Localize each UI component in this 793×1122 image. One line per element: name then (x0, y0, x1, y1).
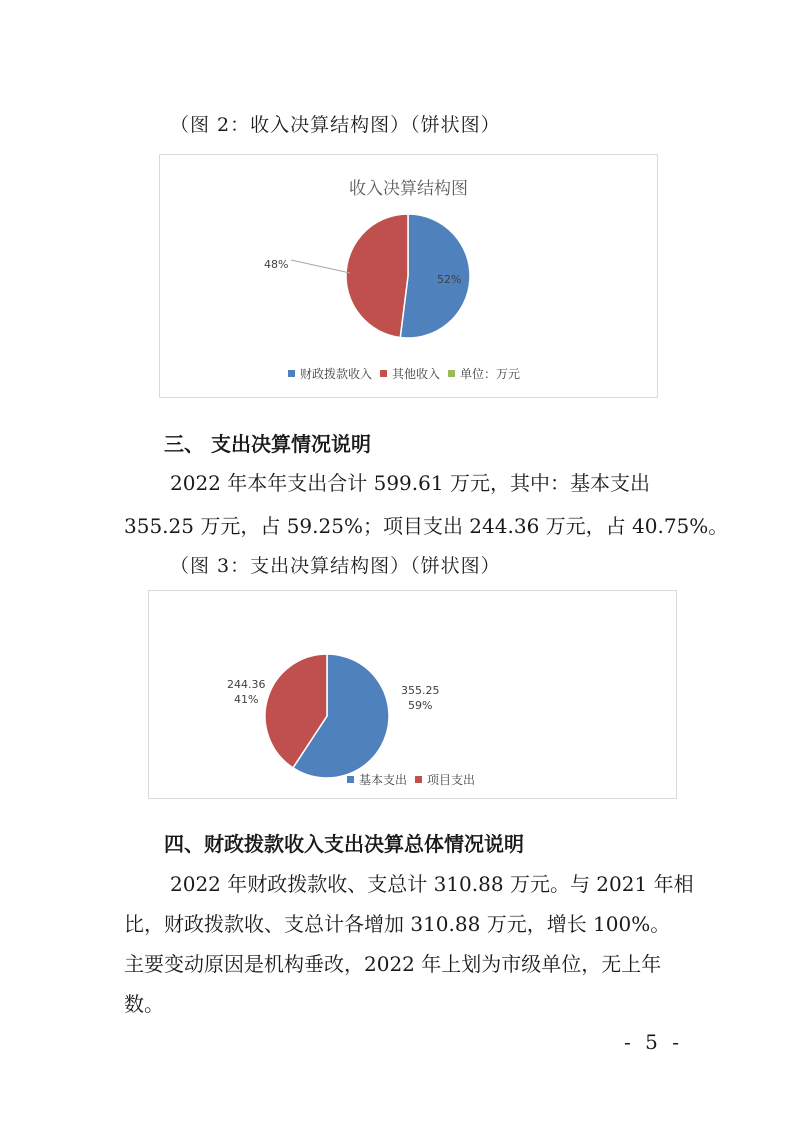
expense-label-basic (401, 683, 440, 713)
expense-label-project (227, 677, 266, 707)
section4-line-3: 主要变动原因是机构垂改，2022 年上划为市级单位，无上年 (124, 952, 662, 976)
income-pie-svg (160, 155, 657, 397)
legend-label-basic: 基本支出 (359, 773, 408, 787)
legend-swatch-green (448, 370, 455, 377)
legend-label-unit: 单位：万元 (460, 367, 521, 381)
expense-label-basic-value: 355.25 (401, 684, 440, 697)
legend-item-unit (448, 365, 520, 382)
legend-item-basic (347, 771, 407, 788)
figure2-caption: （图 2：收入决算结构图）（饼状图） (170, 114, 501, 136)
section3-line-1: 2022 年本年支出合计 599.61 万元，其中：基本支出 (170, 471, 650, 495)
legend-item-other (380, 365, 440, 382)
section4-line-1: 2022 年财政拨款收、支总计 310.88 万元。与 2021 年相 (170, 872, 694, 896)
expense-chart (148, 590, 677, 799)
income-legend (288, 365, 528, 382)
legend-swatch-red (380, 370, 387, 377)
expense-label-basic-percent: 59% (408, 699, 433, 712)
legend-item-project (415, 771, 475, 788)
income-leader-line (291, 260, 350, 273)
income-chart-title: 收入决算结构图 (349, 179, 468, 199)
legend-label-project: 项目支出 (427, 773, 476, 787)
legend-item-fiscal (288, 365, 372, 382)
legend-swatch-blue (347, 776, 354, 783)
legend-swatch-blue (288, 370, 295, 377)
expense-label-project-value: 244.36 (227, 678, 266, 691)
section4-line-2: 比，财政拨款收、支总计各增加 310.88 万元，增长 100%。 (124, 912, 671, 936)
section3-heading: 三、 支出决算情况说明 (164, 432, 371, 456)
section3-line-2: 355.25 万元，占 59.25%；项目支出 244.36 万元，占 40.75%。 (124, 514, 729, 538)
expense-label-project-percent: 41% (234, 693, 259, 706)
pie-slice-other-income (346, 214, 408, 338)
income-label-fiscal: 52% (437, 273, 462, 286)
section4-line-4: 数。 (124, 992, 164, 1016)
figure3-caption: （图 3：支出决算结构图）（饼状图） (170, 555, 501, 577)
income-chart (159, 154, 658, 398)
expense-legend (347, 771, 483, 788)
legend-swatch-red (415, 776, 422, 783)
legend-label-fiscal: 财政拨款收入 (300, 367, 373, 381)
section4-heading: 四、财政拨款收入支出决算总体情况说明 (164, 832, 524, 856)
page-number: - 5 - (624, 1030, 683, 1054)
income-label-other: 48% (264, 258, 289, 271)
legend-label-other: 其他收入 (392, 367, 441, 381)
